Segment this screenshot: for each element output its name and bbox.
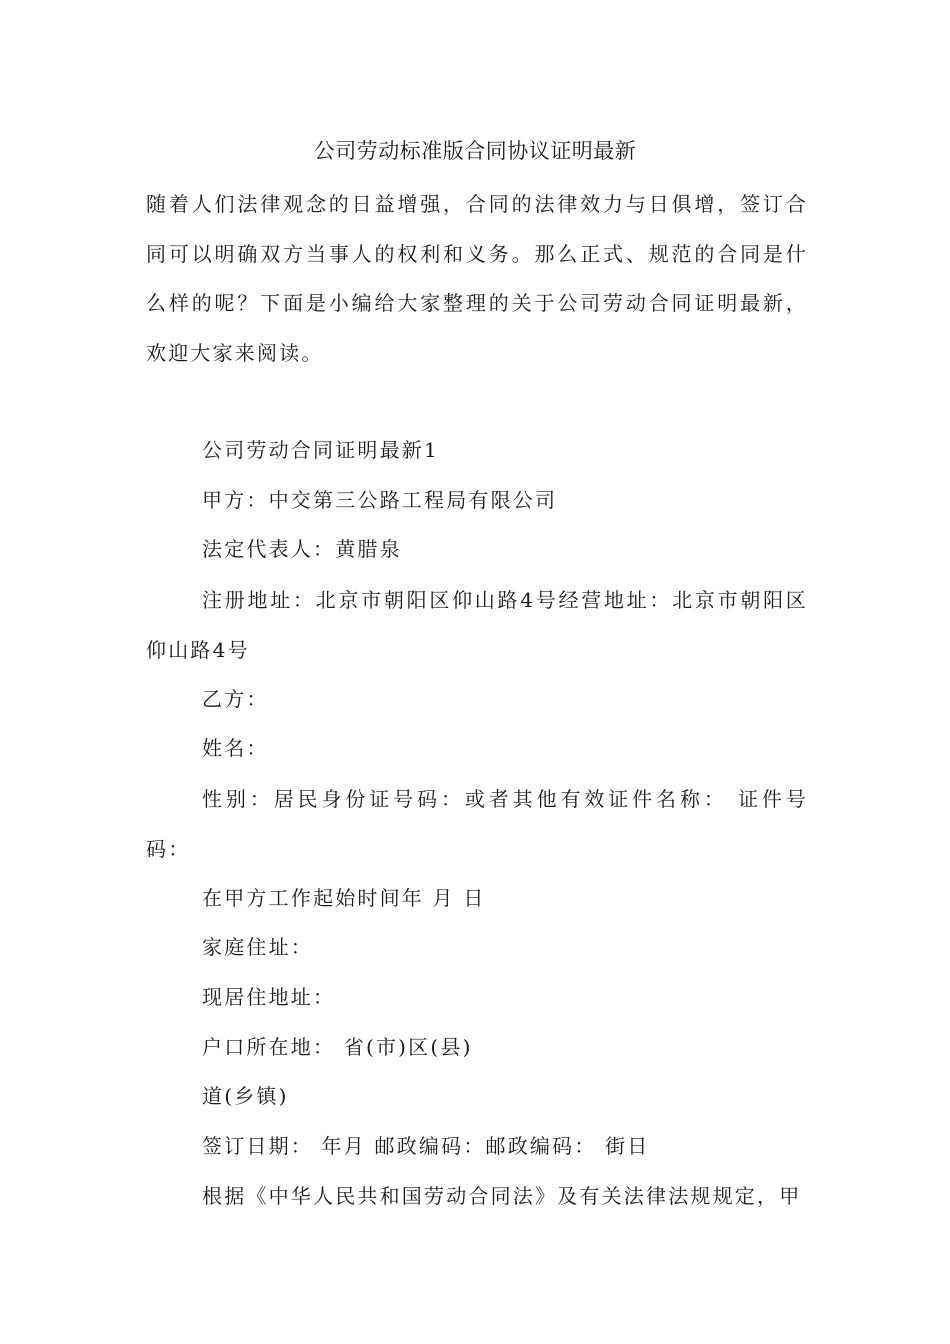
- address-line: 注册地址：北京市朝阳区仰山路4号经营地址：北京市朝阳区仰山路4号: [146, 588, 808, 662]
- name-line: 姓名：: [202, 736, 269, 760]
- party-b-line: 乙方：: [202, 687, 269, 711]
- document-title: 公司劳动标准版合同协议证明最新: [313, 139, 637, 163]
- household-registration-line: 户口所在地： 省(市)区(县): [202, 1035, 473, 1059]
- party-a-line: 甲方：中交第三公路工程局有限公司: [202, 488, 558, 512]
- intro-paragraph: 随着人们法律观念的日益增强，合同的法律效力与日俱增，签订合同可以明确双方当事人的权利和义务。那么正式、规范的合同是什么样的呢？下面是小编给大家整理的关于公司劳动合同证明最新，欢迎大家来阅读。: [146, 192, 808, 365]
- home-address-line: 家庭住址：: [202, 935, 313, 959]
- start-date-line: 在甲方工作起始时间年 月 日: [202, 886, 486, 910]
- contract-heading: 公司劳动合同证明最新1: [202, 438, 439, 462]
- township-line: 道(乡镇): [202, 1084, 289, 1108]
- current-address-line: 现居住地址：: [202, 985, 336, 1009]
- signing-date-line: 签订日期： 年月 邮政编码：邮政编码： 街日: [202, 1134, 650, 1158]
- legal-representative-line: 法定代表人：黄腊泉: [202, 537, 402, 561]
- legal-basis-line: 根据《中华人民共和国劳动合同法》及有关法律法规规定，甲: [202, 1184, 802, 1208]
- gender-id-line: 性别：居民身份证号码：或者其他有效证件名称： 证件号码：: [146, 787, 808, 861]
